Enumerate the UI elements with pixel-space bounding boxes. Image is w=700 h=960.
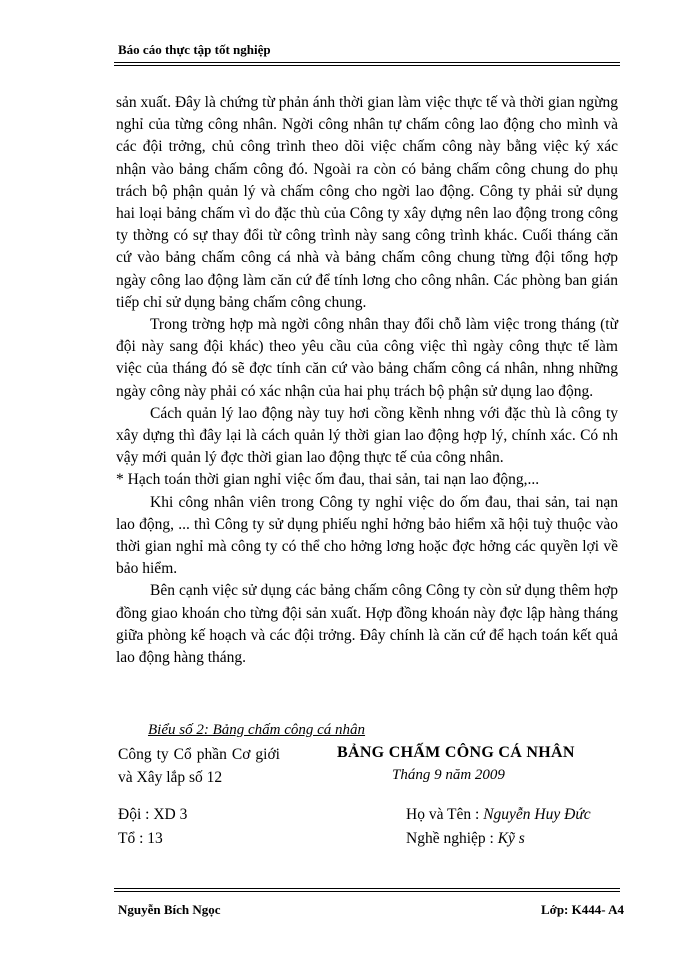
body-text (116, 92, 618, 669)
header-rule-double (114, 65, 620, 66)
paragraph: Bên cạnh việc sử dụng các bảng chấm công Công ty còn sử dụng thêm hợp đồng giao khoán cho từng đội sản xuất. Hợp đồng khoán này đợc lập hàng tháng giữa phòng kế hoạch và các đội trởng. Đây chính là căn cứ để hạch toán kết quả lao động hàng tháng. (116, 582, 618, 667)
job-label: Nghề nghiệp : (406, 830, 498, 847)
group-value: 13 (147, 830, 163, 847)
paragraph: sản xuất. Đây là chứng từ phản ánh thời gian làm việc thực tế và thời gian ngừng nghỉ của từng công nhân. Ngời công nhân tự chấm công lao động cho mình và các đội trởng, chủ công trình theo dõi việc chấm công này bằng việc ký xác nhận vào bảng chấm công đó. Ngoài ra còn có bảng chấm công chung do phụ trách bộ phận quản lý và chấm công cho ngời lao động. Công ty phải sử dụng hai loại bảng chấm vì do đặc thù của Công ty xây dựng nên lao động trong công ty thờng có sự thay đổi từ công trình này sang công trình khác. Cuối tháng căn cứ vào bảng chấm công cá nhà và bảng chấm công chung từng đội tổng hợp ngày công lao động làm căn cứ để tính lơng cho công nhân. Các phòng ban gián tiếp chỉ sử dụng bảng chấm công chung. (116, 94, 618, 311)
company-name: Công ty Cổ phần Cơ giới và Xây lắp số 12 (118, 746, 280, 786)
form-period: Tháng 9 năm 2009 (392, 767, 505, 783)
name-value: Nguyễn Huy Đức (483, 806, 591, 823)
paragraph: Trong trờng hợp mà ngời công nhân thay đổi chỗ làm việc trong tháng (từ đội này sang đội khác) theo yêu cầu của công việc thì ngày công thực tế làm việc của tháng đó sẽ đợc tính căn cứ vào bảng chấm công cá nhân, nhng những ngày công này phải có xác nhận của hai phụ trách bộ phận sử dụng lao động. (116, 316, 618, 400)
form-title: BẢNG CHẤM CÔNG CÁ NHÂN (337, 744, 575, 761)
name-label: Họ và Tên : (406, 806, 484, 823)
name-field (406, 806, 591, 824)
footer-rule-double (114, 891, 620, 892)
header-rule (114, 62, 620, 63)
paragraph: Cách quản lý lao động này tuy hơi cồng kềnh nhng với đặc thù là công ty xây dựng thì đây lại là cách quản lý thời gian lao động hợp lý, chính xác. Có nh vậy mới quản lý đợc thời gian lao động thực tế của công nhân. (116, 404, 618, 467)
group-field (118, 830, 163, 848)
team-field (118, 806, 187, 824)
group-label: Tổ : (118, 830, 148, 847)
header-title: Báo cáo thực tập tốt nghiệp (118, 42, 271, 57)
team-value: XD 3 (153, 806, 188, 823)
footer-author: Nguyễn Bích Ngọc (118, 902, 221, 917)
job-value: Kỹ s (497, 830, 525, 847)
paragraph: Khi công nhân viên trong Công ty nghỉ việc do ốm đau, thai sản, tai nạn lao động, ... thì Công ty sử dụng phiếu nghỉ hởng bảo hiểm xã hội tuỳ thuộc vào thời gian nghỉ mà công ty có thể cho hởng lơng hoặc đợc hởng các quyền lợi về bảo hiểm. (116, 493, 618, 578)
figure-caption: Biểu số 2: Bảng chấm công cá nhân (148, 722, 366, 738)
job-field (406, 830, 525, 848)
bullet-heading: * Hạch toán thời gian nghỉ việc ốm đau, thai sản, tai nạn lao động,... (116, 471, 540, 489)
team-label: Đội : (118, 806, 154, 823)
footer-rule (114, 888, 620, 889)
footer-class: Lớp: K444- A4 (540, 902, 624, 917)
